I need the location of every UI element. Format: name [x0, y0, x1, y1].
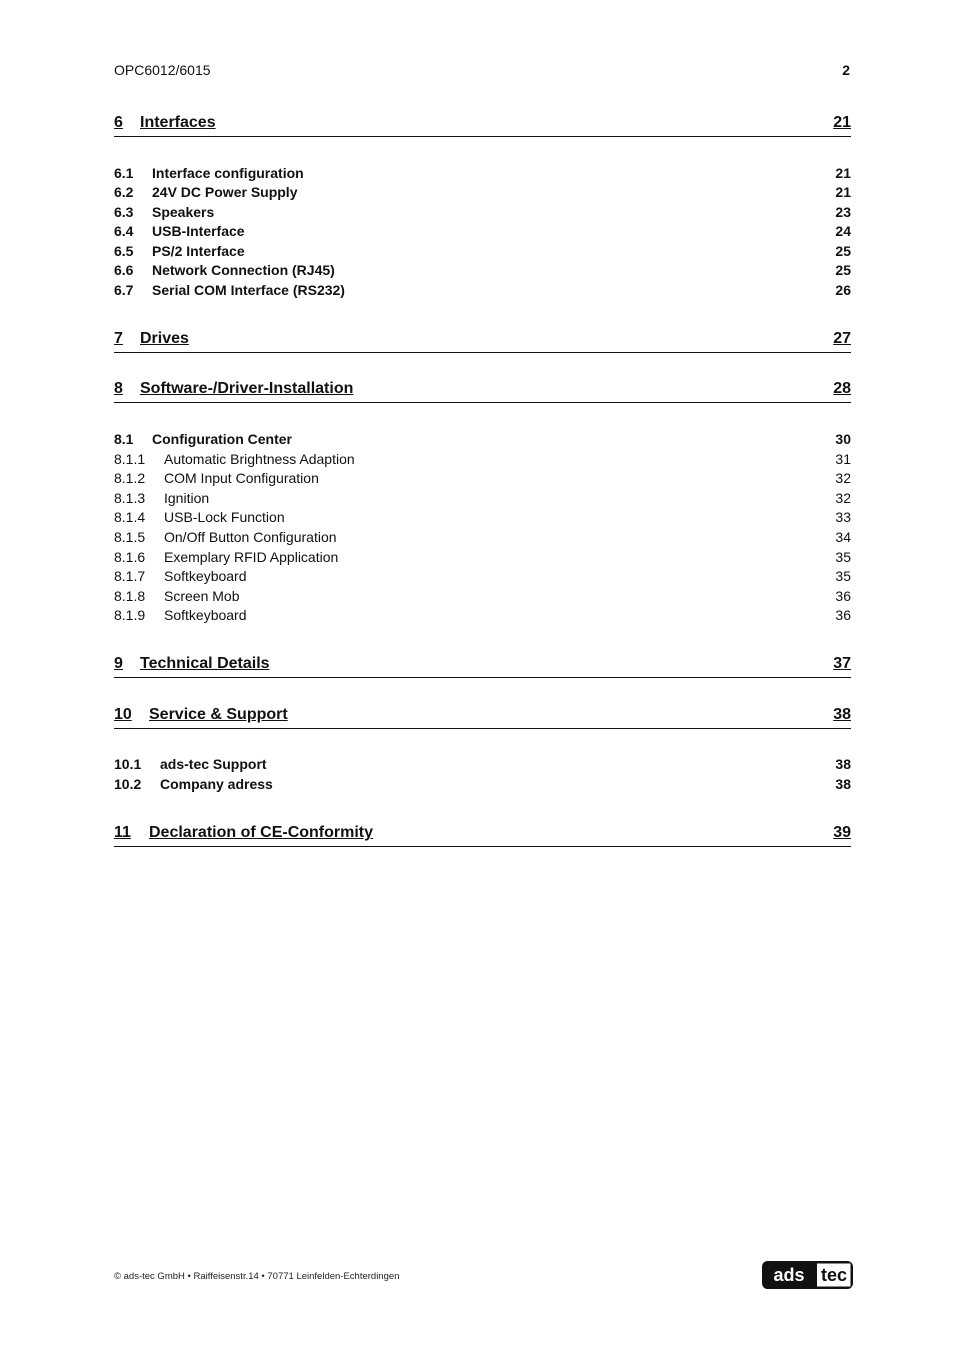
toc-chapter-10[interactable]	[114, 706, 851, 729]
toc-number: 6.2	[114, 184, 134, 200]
toc-title: Softkeyboard	[164, 607, 247, 623]
toc-subsection-8-1-3[interactable]	[114, 490, 851, 510]
toc-page: 30	[835, 431, 851, 447]
toc-section-6-7[interactable]	[114, 282, 851, 302]
toc-subsection-8-1-9[interactable]	[114, 607, 851, 627]
toc-page: 21	[835, 184, 851, 200]
toc-number: 11	[114, 824, 131, 841]
toc-number: 8.1.5	[114, 529, 146, 545]
ads-tec-logo	[762, 1261, 853, 1289]
toc-section-6-5[interactable]	[114, 243, 851, 263]
toc-title: Technical Details	[140, 655, 273, 673]
toc-title: Interfaces	[140, 114, 219, 132]
toc-page: 32	[835, 470, 851, 486]
toc-title: On/Off Button Configuration	[164, 529, 337, 545]
toc-number: 8.1.7	[114, 568, 146, 584]
toc-page: 39	[833, 824, 851, 841]
toc-title: Service & Support	[149, 706, 291, 724]
toc-section-10-1[interactable]	[114, 756, 851, 776]
toc-page: 38	[833, 706, 851, 723]
toc-number: 6.4	[114, 223, 134, 239]
toc-title: USB-Interface	[152, 223, 245, 239]
toc-number: 8.1.8	[114, 588, 146, 604]
toc-title: USB-Lock Function	[164, 509, 285, 525]
toc-title: COM Input Configuration	[164, 470, 319, 486]
toc-section-10-2[interactable]	[114, 776, 851, 796]
toc-page: 37	[833, 655, 851, 672]
toc-title: Declaration of CE-Conformity	[149, 824, 376, 842]
toc-page: 28	[833, 380, 851, 397]
toc-title: Network Connection (RJ45)	[152, 262, 335, 278]
toc-number: 10	[114, 706, 132, 723]
toc-number: 8.1.4	[114, 509, 146, 525]
toc-section-6-2[interactable]	[114, 184, 851, 204]
toc-page: 38	[835, 776, 851, 792]
toc-page: 31	[835, 451, 851, 467]
document-id: OPC6012/6015	[114, 62, 211, 78]
toc-section-6-3[interactable]	[114, 204, 851, 224]
toc-page: 35	[835, 568, 851, 584]
toc-number: 8.1.6	[114, 549, 146, 565]
toc-page: 21	[833, 114, 851, 131]
toc-chapter-7[interactable]	[114, 330, 851, 353]
toc-section-6-4[interactable]	[114, 223, 851, 243]
toc-section-6-6[interactable]	[114, 262, 851, 282]
toc-number: 10.1	[114, 756, 142, 772]
toc-title: PS/2 Interface	[152, 243, 245, 259]
toc-number: 8.1.1	[114, 451, 146, 467]
toc-number: 8.1.2	[114, 470, 146, 486]
toc-number: 6.5	[114, 243, 134, 259]
toc-number: 8.1.3	[114, 490, 146, 506]
toc-title: Softkeyboard	[164, 568, 247, 584]
toc-chapter-6[interactable]	[114, 114, 851, 137]
logo-text-ads: ads	[773, 1265, 805, 1285]
toc-title: Speakers	[152, 204, 215, 220]
toc-title: Configuration Center	[152, 431, 292, 447]
toc-title: Screen Mob	[164, 588, 240, 604]
toc-section-6-1[interactable]	[114, 165, 851, 185]
toc-title: Software-/Driver-Installation	[140, 380, 356, 398]
toc-title: Automatic Brightness Adaption	[164, 451, 355, 467]
toc-chapter-9[interactable]	[114, 655, 851, 678]
toc-number: 10.2	[114, 776, 142, 792]
toc-page: 27	[833, 330, 851, 347]
toc-title: 24V DC Power Supply	[152, 184, 298, 200]
page-number: 2	[842, 62, 850, 78]
toc-number: 6.7	[114, 282, 134, 298]
toc-title: Serial COM Interface (RS232)	[152, 282, 345, 298]
toc-page: 21	[835, 165, 851, 181]
toc-title: Company adress	[160, 776, 273, 792]
toc-subsection-8-1-5[interactable]	[114, 529, 851, 549]
toc-page: 34	[835, 529, 851, 545]
toc-page: 23	[835, 204, 851, 220]
toc-number: 8.1	[114, 431, 134, 447]
toc-number: 8.1.9	[114, 607, 146, 623]
toc-page: 25	[835, 243, 851, 259]
toc-title: Interface configuration	[152, 165, 304, 181]
toc-number: 7	[114, 330, 123, 347]
toc-page: 32	[835, 490, 851, 506]
toc-number: 6	[114, 114, 123, 131]
toc-title: Ignition	[164, 490, 210, 506]
toc-number: 6.6	[114, 262, 134, 278]
toc-page: 36	[835, 607, 851, 623]
page-header	[114, 62, 850, 80]
toc-number: 6.3	[114, 204, 134, 220]
toc-subsection-8-1-7[interactable]	[114, 568, 851, 588]
toc-page: 25	[835, 262, 851, 278]
toc-subsection-8-1-8[interactable]	[114, 588, 851, 608]
toc-section-8-1[interactable]	[114, 431, 851, 451]
toc-page: 24	[835, 223, 851, 239]
toc-subsection-8-1-1[interactable]	[114, 451, 851, 471]
toc-page: 38	[835, 756, 851, 772]
toc-subsection-8-1-2[interactable]	[114, 470, 851, 490]
toc-page: 33	[835, 509, 851, 525]
toc-number: 8	[114, 380, 123, 397]
toc-page: 26	[835, 282, 851, 298]
toc-subsection-8-1-4[interactable]	[114, 509, 851, 529]
toc-subsection-8-1-6[interactable]	[114, 549, 851, 569]
toc-title: Drives	[140, 330, 192, 348]
toc-title: Exemplary RFID Application	[164, 549, 339, 565]
logo-text-tec: tec	[820, 1265, 848, 1285]
toc-number: 9	[114, 655, 123, 672]
toc-number: 6.1	[114, 165, 134, 181]
toc-page: 36	[835, 588, 851, 604]
toc-page: 35	[835, 549, 851, 565]
toc-chapter-8[interactable]	[114, 380, 851, 403]
toc-title: ads-tec Support	[160, 756, 267, 772]
toc-chapter-11[interactable]	[114, 824, 851, 847]
page-footer: © ads-tec GmbH • Raiffeisenstr.14 • 70771 Leinfelden-Echterdingen	[114, 1271, 400, 1282]
